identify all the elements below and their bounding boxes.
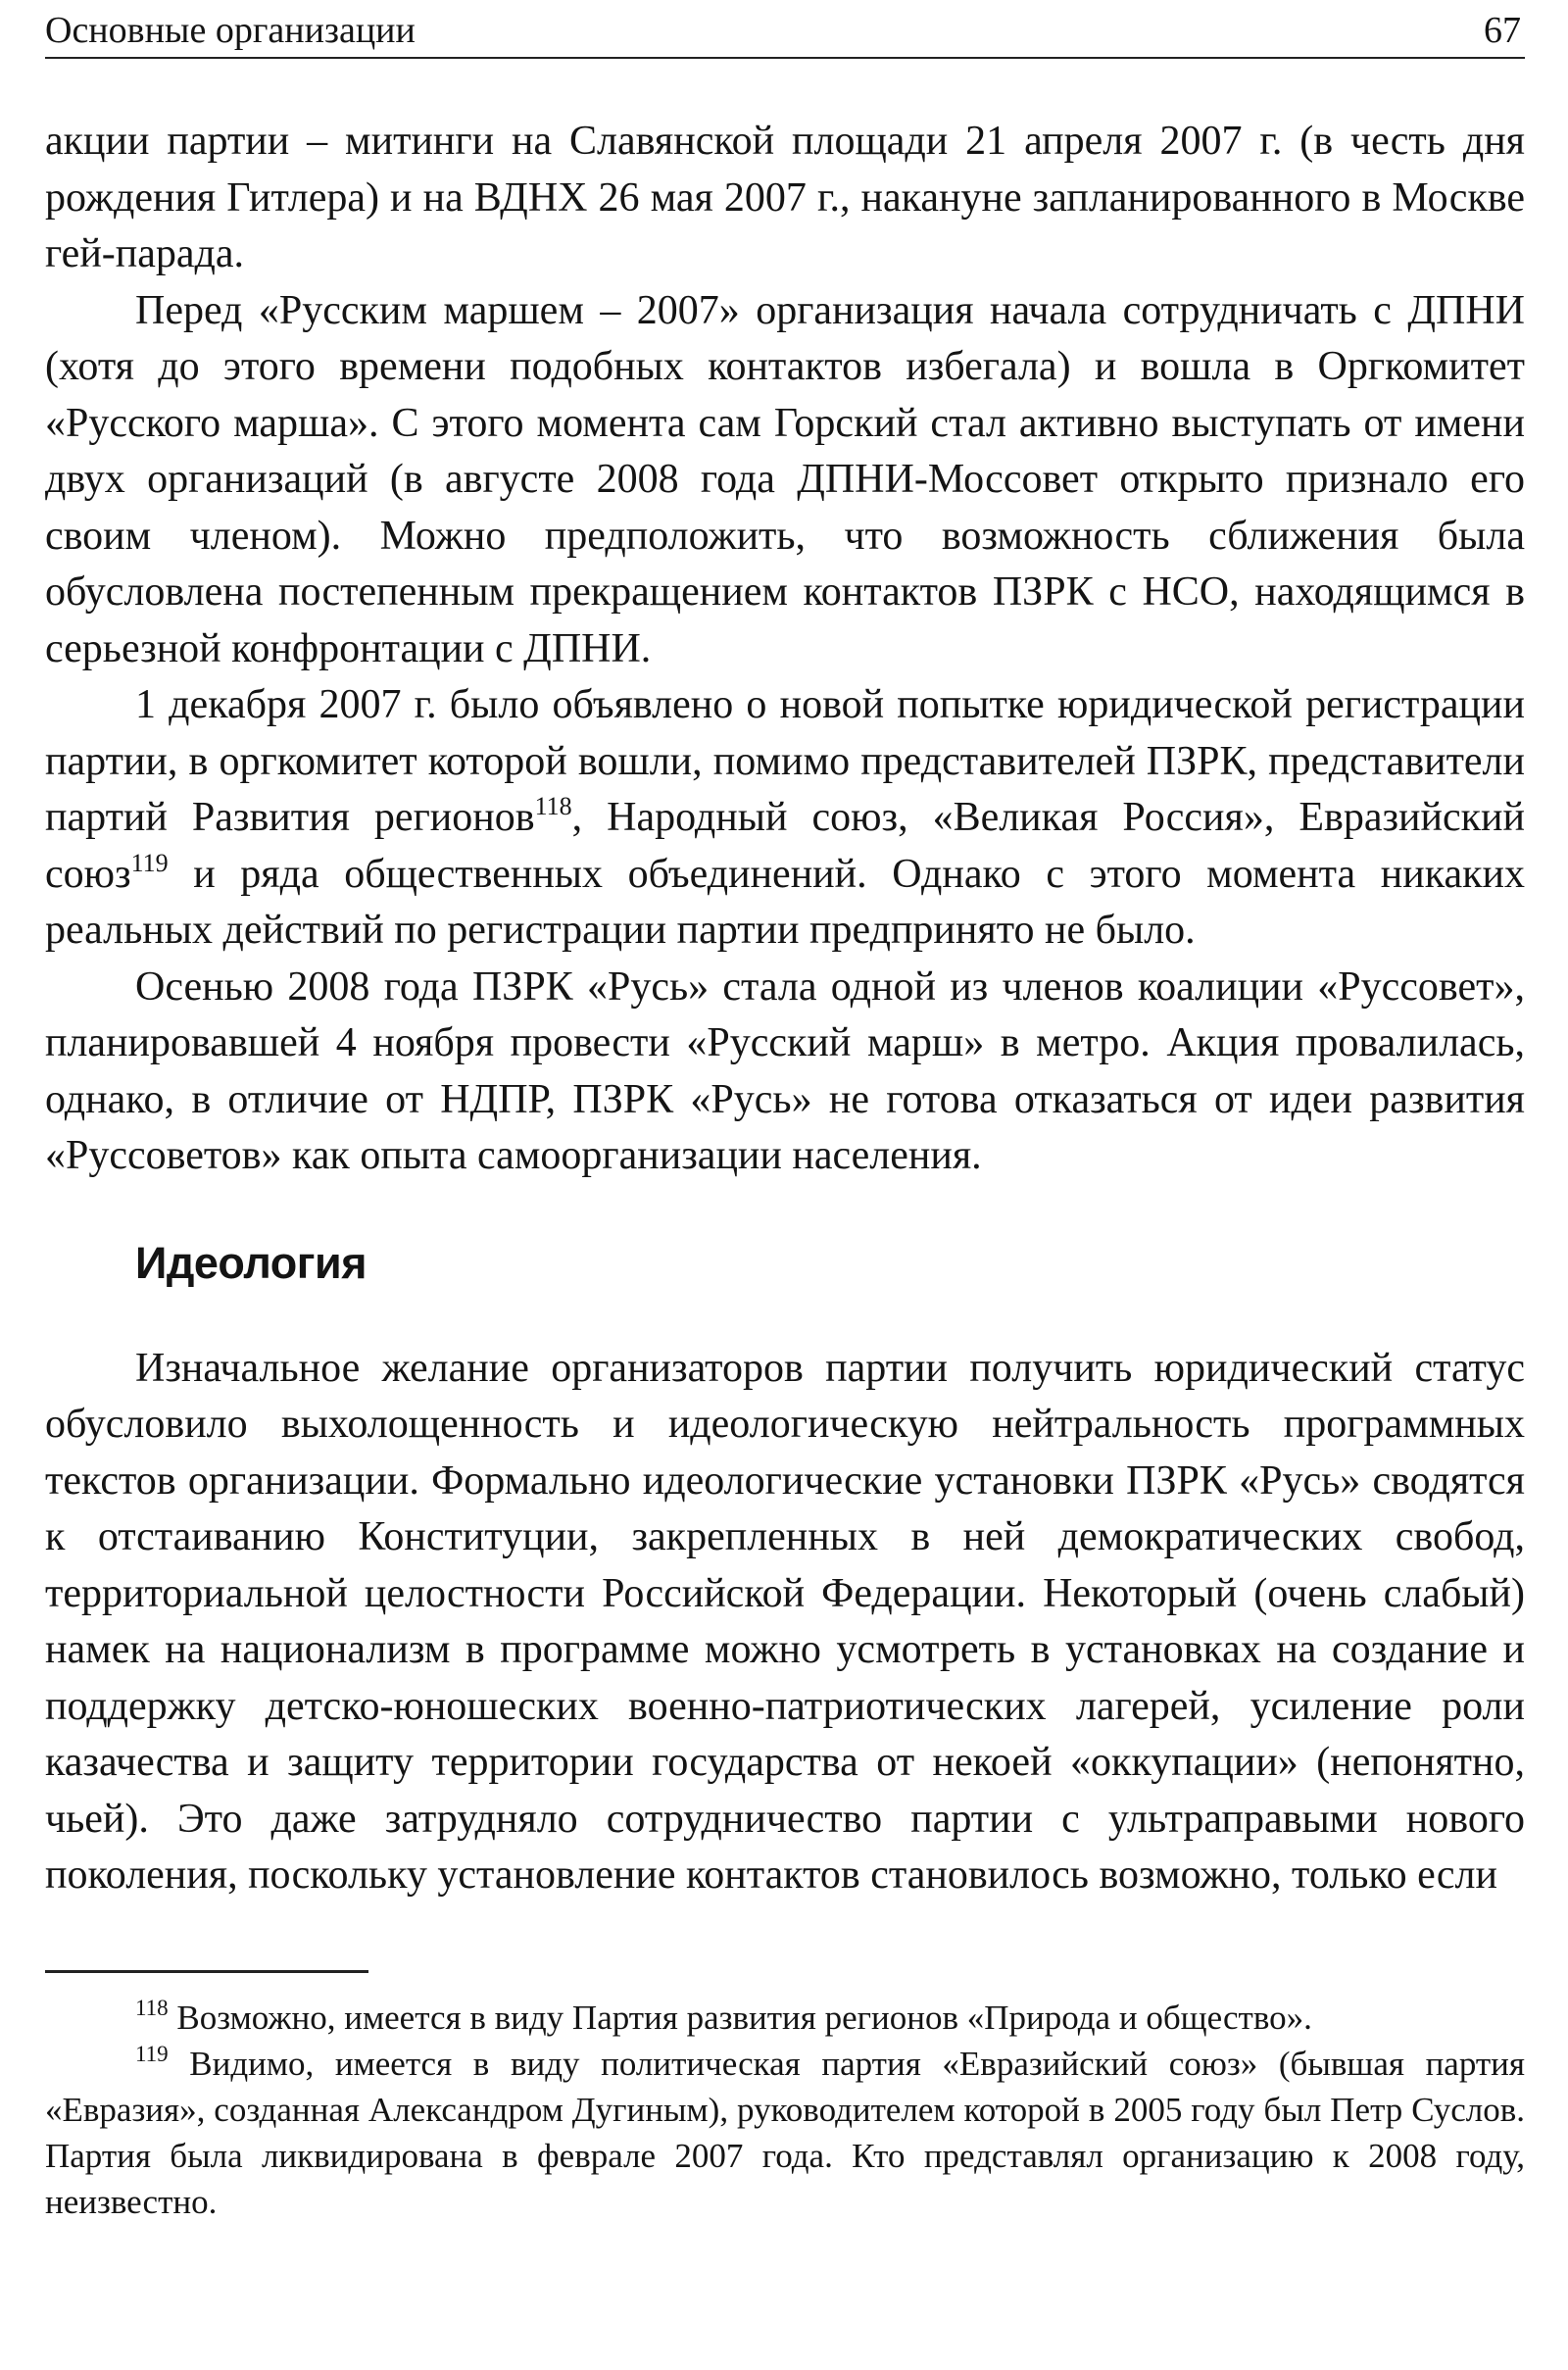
footnotes: [45, 1970, 1525, 2225]
footnote: [45, 1995, 1525, 2041]
paragraph-text: , Народный союз, «Великая Россия», Евразийский союз: [45, 795, 1526, 897]
paragraph: [45, 283, 1525, 678]
footnote: [45, 2041, 1525, 2225]
paragraph: [45, 677, 1525, 960]
running-head: [45, 8, 1525, 59]
footnote-ref-119: 119: [130, 848, 169, 877]
paragraph-text: Перед «Русским маршем – 2007» организация начала сотрудничать с ДПНИ (хотя до этого времени подобных контактов избегала) и вошла в Оргкомитет «Русского марша». С этого момента сам Горский стал активно выступать от имени двух организаций (в августе 2008 года ДПНИ-Моссовет открыто признало его своим членом). Можно предположить, что возможность сближения была обусловлена постепенным прекращением контактов ПЗРК с НСО, находящимся в серьезной конфронтации с ДПНИ.: [45, 287, 1525, 671]
paragraph-text: Осенью 2008 года ПЗРК «Русь» стала одной из членов коалиции «Руссовет», планировавшей 4 ноября провести «Русский марш» в метро. Акция провалилась, однако, в отличие от НДПР, ПЗРК «Русь» не готова отказаться от идеи развития «Руссоветов» как опыта самоорганизации населения.: [45, 963, 1525, 1178]
footnote-number: 119: [135, 2042, 169, 2066]
section-heading: Идеология: [135, 1237, 367, 1288]
paragraph-text: акции партии – митинги на Славянской площади 21 апреля 2007 г. (в честь дня рождения Гитлера) и на ВДНХ 26 мая 2007 г., накануне запланированного в Москве гей-парада.: [45, 119, 1525, 276]
page-number: 67: [1484, 10, 1521, 51]
main-text: [45, 114, 1525, 1904]
paragraph-text: и ряда общественных объединений. Однако с этого момента никаких реальных действий по регистрации партии предпринято не было.: [45, 851, 1525, 953]
footnote-ref-118: 118: [534, 792, 572, 820]
paragraph: [45, 960, 1525, 1185]
paragraph: [45, 114, 1525, 283]
footnote-divider: [45, 1970, 368, 1973]
footnote-number: 118: [135, 1996, 169, 2020]
footnote-text: Видимо, имеется в виду политическая партия «Евразийский союз» (бывшая партия «Евразия», созданная Александром Дугиным), руководителем которой в 2005 году был Петр Суслов. Партия была ликвидирована в феврале 2007 года. Кто представлял организацию к 2008 году, неизвестно.: [45, 2045, 1525, 2221]
running-title: Основные организации: [45, 10, 416, 51]
footnote-text: Возможно, имеется в виду Партия развития регионов «Природа и общество».: [168, 1999, 1312, 2037]
paragraph-text: 1 декабря 2007 г. было объявлено о новой попытке юридической регистрации партии, в оргкомитет которой вошли, помимо представителей ПЗРК, представители партий Развития регионов: [45, 682, 1525, 840]
book-page: [45, 0, 1525, 2370]
paragraph-text: Изначальное желание организаторов партии получить юридический статус обусловило выхолощенность и идеологическую нейтральность программных текстов организации. Формально идеологические установки ПЗРК «Русь» сводятся к отстаиванию Конституции, закрепленных в ней демократических свобод, территориальной целостности Российской Федерации. Некоторый (очень слабый) намек на национализм в программе можно усмотреть в установках на создание и поддержку детско-юношеских военно-патриотических лагерей, усиление роли казачества и защиту территории государства от некоей «оккупации» (непонятно, чьей). Это даже затрудняло сотрудничество партии с ультраправыми нового поколения, поскольку установление контактов становилось возможно, только если: [45, 1345, 1525, 1898]
paragraph: [45, 1341, 1525, 1904]
